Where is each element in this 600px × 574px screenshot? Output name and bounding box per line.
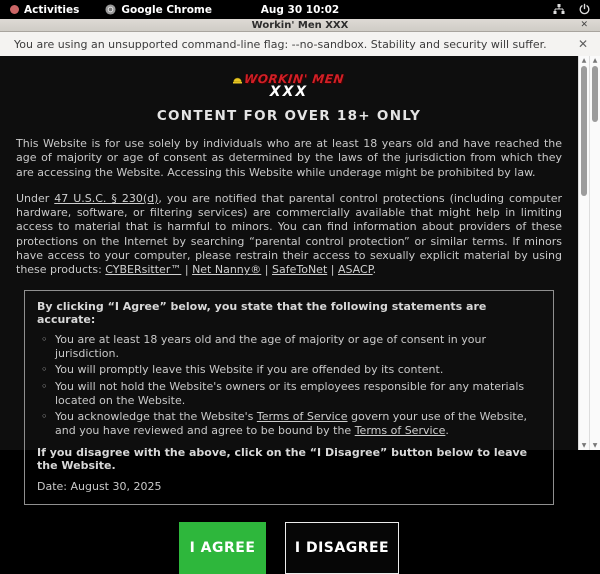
agreement-intro: By clicking “I Agree” below, you state that the following statements are accurate: bbox=[37, 299, 487, 326]
product-separator: | bbox=[261, 263, 272, 277]
agreement-item-text: govern your use of the Website, and you have reviewed and agree to be bound by the bbox=[55, 410, 527, 438]
agreement-list bbox=[39, 333, 541, 439]
netnanny-link[interactable]: Net Nanny® bbox=[192, 263, 262, 277]
age-statement-paragraph bbox=[16, 137, 562, 180]
network-icon[interactable] bbox=[553, 4, 565, 15]
date-line: Date: August 30, 2025 bbox=[37, 479, 162, 493]
window-title: Workin' Men XXX bbox=[251, 19, 349, 31]
window-titlebar bbox=[0, 19, 600, 32]
para2-body: , you are notified that parental control protections (including computer hardware, software, or filtering services) are commercially available that might help in limiting access to material that is harmful to minors. You can find information about providers of these protections on the Internet by searching “parental control protection” or similar terms. If minors have access to your computer, please restrain their access to sexually explicit material by using these products: bbox=[16, 191, 562, 277]
agreement-box bbox=[24, 290, 554, 505]
agreement-item-text: . bbox=[445, 424, 449, 438]
i-disagree-button[interactable]: I DISAGREE bbox=[285, 522, 399, 574]
infobar-message: You are using an unsupported command-line flag: --no-sandbox. Stability and security will suffer. bbox=[14, 37, 547, 51]
site-logo bbox=[16, 70, 562, 99]
agreement-item-text: You will promptly leave this Website if you are offended by its content. bbox=[55, 363, 444, 377]
consent-buttons bbox=[16, 522, 562, 574]
browser-scrollbar-thumb[interactable] bbox=[592, 66, 598, 122]
product-separator: | bbox=[181, 263, 193, 277]
scroll-up-icon[interactable]: ▲ bbox=[581, 57, 587, 64]
page-title: CONTENT FOR OVER 18+ ONLY bbox=[156, 108, 422, 124]
asacp-link[interactable]: ASACP bbox=[337, 263, 373, 277]
scroll-up-icon[interactable]: ▲ bbox=[592, 57, 598, 64]
terms-of-service-link[interactable]: Terms of Service bbox=[354, 424, 446, 438]
window-close-icon[interactable]: ✕ bbox=[580, 20, 588, 30]
age-statement-text: This Website is for use solely by individuals who are at least 18 years old and have reached the age of majority or age of consent as determined by the laws of the jurisdiction from which they are accessing the Website. Accessing this Website while underage might be prohibited by law. bbox=[16, 137, 562, 179]
scroll-down-icon[interactable]: ▼ bbox=[581, 442, 587, 449]
browser-scrollbar[interactable] bbox=[589, 56, 600, 450]
agreement-item-text: You acknowledge that the Website's bbox=[55, 410, 257, 424]
i-agree-button[interactable]: I AGREE bbox=[179, 522, 266, 574]
agreement-item bbox=[39, 380, 541, 409]
logo-wordmark: WORKIN' MEN bbox=[243, 72, 346, 86]
agreement-item bbox=[39, 410, 541, 439]
para2-period: . bbox=[372, 263, 377, 277]
app-menu-label: Google Chrome bbox=[121, 3, 212, 16]
clock[interactable]: Aug 30 10:02 bbox=[260, 3, 340, 16]
infobar-close-icon[interactable]: ✕ bbox=[577, 37, 588, 51]
hardhat-icon bbox=[233, 71, 242, 87]
age-gate-page bbox=[0, 56, 578, 556]
chrome-infobar bbox=[0, 32, 600, 56]
activities-label: Activities bbox=[24, 3, 80, 16]
law-link[interactable]: 47 U.S.C. § 230(d) bbox=[54, 191, 159, 205]
agreement-item-text: You will not hold the Website's owners or its employees responsible for any materials located on the Website. bbox=[55, 379, 525, 407]
safetonet-link[interactable]: SafeToNet bbox=[272, 263, 328, 277]
logo-xxx: XXX bbox=[269, 84, 309, 100]
disagree-note: If you disagree with the above, click on the “I Disagree” button below to leave the Website. bbox=[37, 445, 528, 472]
para2-lead: Under bbox=[16, 191, 55, 205]
parental-controls-paragraph bbox=[16, 192, 562, 278]
cybersitter-link[interactable]: CYBERsitter™ bbox=[105, 263, 182, 277]
page-scrollbar[interactable] bbox=[578, 56, 589, 450]
agreement-item bbox=[39, 363, 541, 377]
agreement-item bbox=[39, 333, 541, 362]
gnome-top-bar bbox=[0, 0, 600, 19]
product-separator: | bbox=[327, 263, 338, 277]
scroll-down-icon[interactable]: ▼ bbox=[592, 442, 598, 449]
agreement-item-text: You are at least 18 years old and the age of majority or age of consent in your jurisdiction. bbox=[55, 332, 487, 360]
power-icon[interactable] bbox=[579, 4, 590, 15]
page-scrollbar-thumb[interactable] bbox=[581, 66, 587, 196]
terms-of-service-link[interactable]: Terms of Service bbox=[256, 410, 348, 424]
